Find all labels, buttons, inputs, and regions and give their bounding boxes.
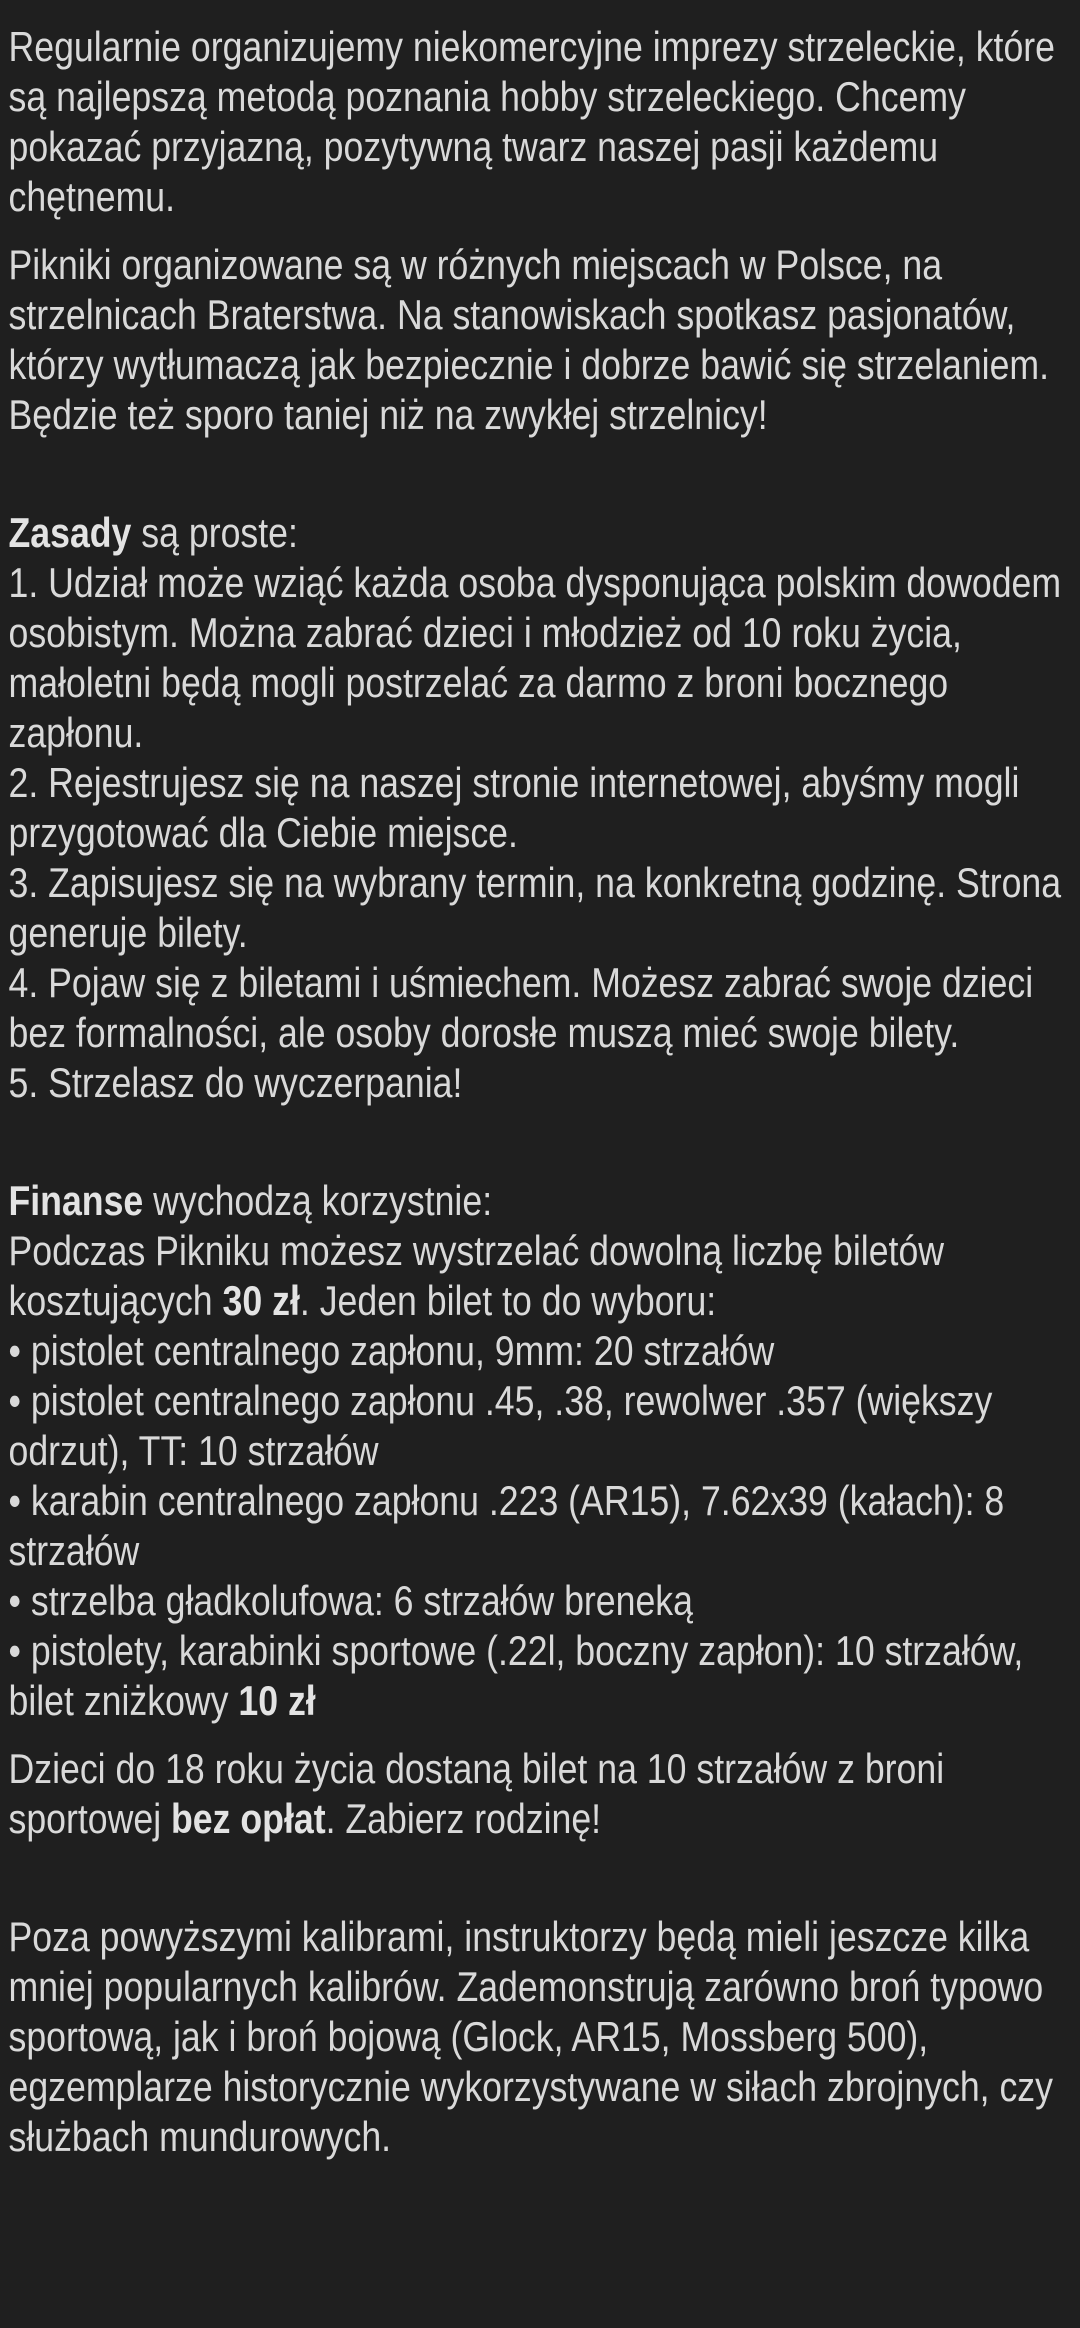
finanse-bullet-5	[8, 1626, 1069, 1726]
zasady-item-1: 1. Udział może wziąć każda osoba dysponująca polskim dowodem osobistym. Można zabrać dzieci i młodzież od 10 roku życia, małoletni będą mogli postrzelać za darmo z broni bocznego zapłonu.	[8, 559, 1062, 756]
section-finanse	[8, 1176, 1069, 1726]
paragraph-pikniki: Pikniki organizowane są w różnych miejscach w Polsce, na strzelnicach Braterstwa. Na stanowiskach spotkasz pasjonatów, którzy wytłumaczą jak bezpiecznie i dobrze bawić się strzelaniem. Będzie też sporo taniej niż na zwykłej strzelnicy!	[8, 241, 1050, 438]
dzieci-post: . Zabierz rodzinę!	[325, 1795, 602, 1842]
finanse-intro-price: 30 zł	[222, 1277, 300, 1324]
dzieci-bold-free: bez opłat	[171, 1795, 326, 1842]
bullet-text: • karabin centralnego zapłonu .223 (AR15), 7.62x39 (kałach): 8 strzałów	[8, 1477, 1005, 1574]
finanse-heading	[8, 1176, 1069, 1226]
bullet-text: • strzelba gładkolufowa: 6 strzałów breneką	[8, 1577, 693, 1624]
finanse-bullet-2	[8, 1376, 1069, 1476]
bullet-text: • pistolety, karabinki sportowe (.22l, boczny zapłon): 10 strzałów, bilet zniżkowy	[8, 1627, 1024, 1724]
zasady-heading-bold: Zasady	[8, 509, 132, 556]
finanse-heading-rest: wychodzą korzystnie:	[143, 1177, 493, 1224]
dzieci-pre: Dzieci do 18 roku życia dostaną bilet na 10 strzałów z broni sportowej	[8, 1745, 945, 1842]
bullet-text: • pistolet centralnego zapłonu, 9mm: 20 strzałów	[8, 1327, 775, 1374]
bullet-bold-discount-price: 10 zł	[238, 1677, 316, 1724]
finanse-heading-bold: Finanse	[8, 1177, 144, 1224]
finanse-bullet-4	[8, 1576, 1069, 1626]
finanse-intro-post: . Jeden bilet to do wyboru:	[299, 1277, 717, 1324]
finanse-intro	[8, 1226, 1069, 1326]
paragraph-poza: Poza powyższymi kalibrami, instruktorzy będą mieli jeszcze kilka mniej popularnych kalibrów. Zademonstrują zarówno broń typowo sportową, jak i broń bojową (Glock, AR15, Mossberg 500), egzemplarze historycznie wykorzystywane w siłach zbrojnych, czy służbach mundurowych.	[8, 1913, 1053, 2160]
section-zasady	[8, 508, 1069, 1108]
zasady-item-4: 4. Pojaw się z biletami i uśmiechem. Możesz zabrać swoje dzieci bez formalności, ale osoby dorosłe muszą mieć swoje bilety.	[8, 959, 1034, 1056]
zasady-item-2: 2. Rejestrujesz się na naszej stronie internetowej, abyśmy mogli przygotować dla Ciebie miejsce.	[8, 759, 1020, 856]
paragraph-dzieci	[8, 1744, 1069, 1844]
finanse-bullet-3	[8, 1476, 1069, 1576]
finanse-bullet-1	[8, 1326, 1069, 1376]
zasady-item-5: 5. Strzelasz do wyczerpania!	[8, 1059, 463, 1106]
finanse-intro-pre: Podczas Pikniku możesz wystrzelać dowolną liczbę biletów kosztujących	[8, 1227, 945, 1324]
zasady-item-3: 3. Zapisujesz się na wybrany termin, na konkretną godzinę. Strona generuje bilety.	[8, 859, 1062, 956]
zasady-heading	[8, 508, 1069, 558]
paragraph-intro: Regularnie organizujemy niekomercyjne imprezy strzeleckie, które są najlepszą metodą poznania hobby strzeleckiego. Chcemy pokazać przyjazną, pozytywną twarz naszej pasji każdemu chętnemu.	[8, 23, 1056, 220]
bullet-text: • pistolet centralnego zapłonu .45, .38, rewolwer .357 (większy odrzut), TT: 10 strzałów	[8, 1377, 993, 1474]
zasady-heading-rest: są proste:	[131, 509, 298, 556]
